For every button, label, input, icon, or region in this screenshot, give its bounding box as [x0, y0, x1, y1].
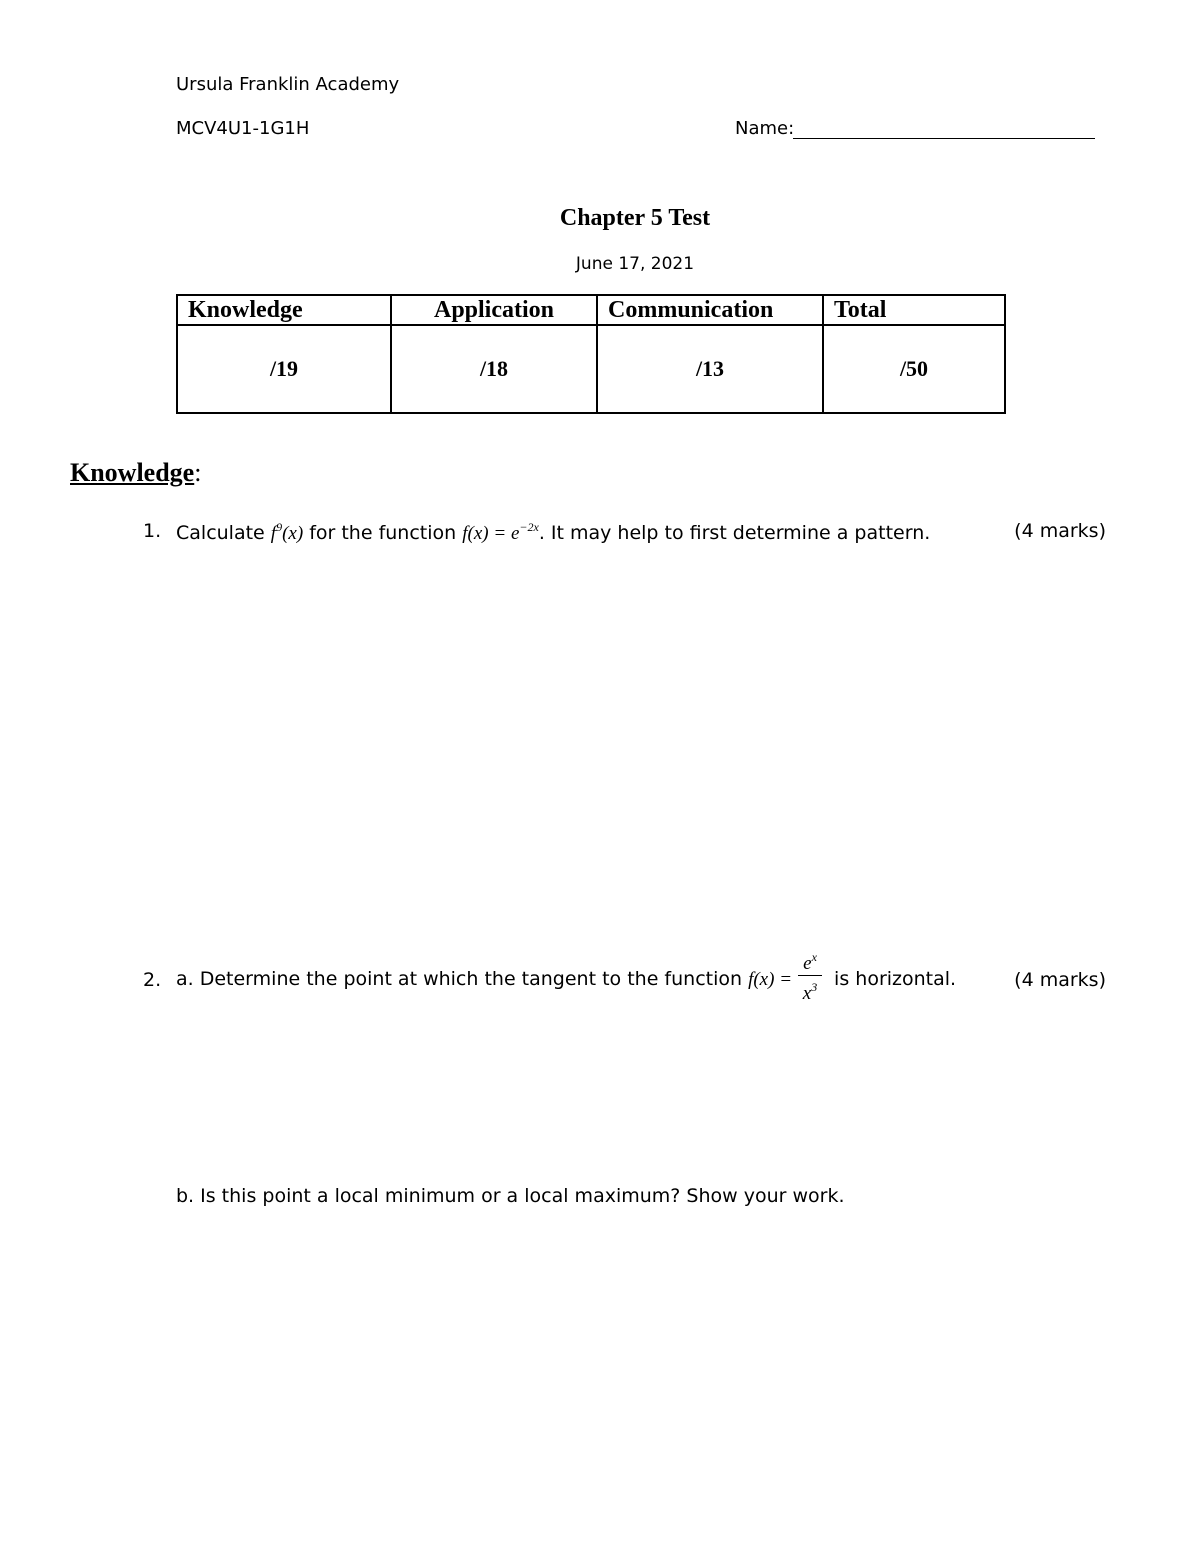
question-1-marks: (4 marks) [1014, 520, 1106, 542]
question-1-deriv-arg: (x) [282, 523, 304, 544]
question-2-function: f(x) = [748, 969, 793, 990]
question-1-number: 1. [143, 520, 162, 542]
question-1-text-middle: for the function [303, 522, 463, 544]
section-title-colon: : [194, 458, 202, 487]
fraction-denominator-base: x [802, 983, 812, 1004]
course-code: MCV4U1-1G1H [176, 118, 310, 139]
header-total: Total [823, 295, 1005, 325]
score-communication: /13 [597, 325, 823, 413]
score-table-value-row [177, 325, 1005, 413]
question-1-text [176, 520, 930, 545]
header-application: Application [391, 295, 597, 325]
header-communication: Communication [597, 295, 823, 325]
question-1-deriv-func: f [270, 523, 277, 544]
test-date: June 17, 2021 [575, 254, 695, 274]
question-2-text-before: a. Determine the point at which the tangent to the function [176, 968, 749, 990]
question-2-part-b: b. Is this point a local minimum or a local maximum? Show your work. [176, 1185, 845, 1207]
section-title-text: Knowledge [70, 458, 195, 487]
question-2-text-after: is horizontal. [828, 968, 957, 990]
question-1-deriv-order: 9 [276, 520, 283, 534]
question-1-text-before: Calculate [176, 522, 271, 544]
question-2-text [176, 950, 956, 1009]
question-1-function-exponent: −2x [519, 520, 539, 534]
question-1-text-after: . It may help to first determine a pattern. [538, 522, 931, 544]
question-1-function: f(x) = e [462, 523, 520, 544]
section-title [70, 458, 201, 488]
name-blank-line[interactable] [793, 138, 1095, 139]
score-total: /50 [823, 325, 1005, 413]
fraction-numerator-base: e [803, 953, 812, 974]
fraction-denominator [798, 976, 822, 1005]
school-name: Ursula Franklin Academy [176, 74, 400, 95]
fraction-numerator [798, 946, 822, 975]
fraction-numerator-exponent: x [811, 950, 817, 964]
score-table [176, 294, 1006, 414]
question-2-marks: (4 marks) [1014, 969, 1106, 991]
name-label: Name: [735, 118, 795, 139]
fraction-denominator-exponent: 3 [811, 980, 818, 994]
score-knowledge: /19 [177, 325, 391, 413]
score-application: /18 [391, 325, 597, 413]
question-2-fraction [798, 946, 822, 1005]
page-title: Chapter 5 Test [559, 205, 711, 231]
question-2-number: 2. [143, 969, 162, 991]
score-table-header-row [177, 295, 1005, 325]
header-knowledge: Knowledge [177, 295, 391, 325]
